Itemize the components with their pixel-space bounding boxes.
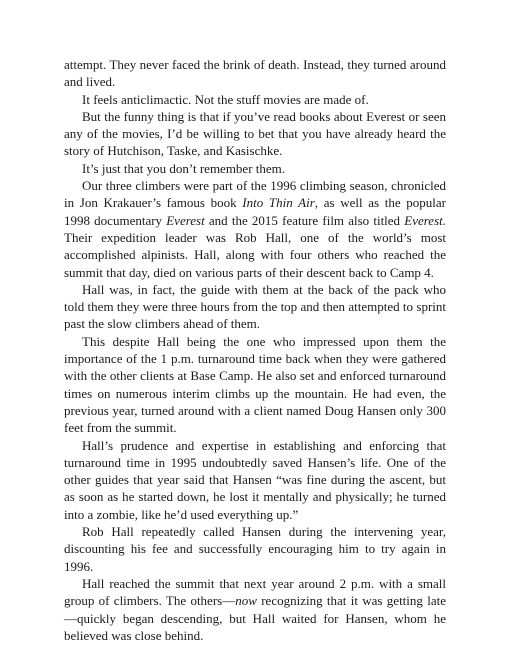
paragraph-segment: recognizing that it was getting late—quickly began descending, but Hall waited for Hansen, whom he believed was close behind.: [64, 593, 446, 643]
paragraph-3: [64, 108, 446, 160]
paragraph-7: [64, 333, 446, 437]
paragraph-segment: Their expedition leader was Rob Hall, one of the world’s most accomplished alpinists. Hall, along with four others who reached the summit that day, died on various parts of their descent back to Camp 4.: [64, 229, 446, 280]
paragraph-segment: Hall’s prudence and expertise in establishing and enforcing that turnaround time in 1995 undoubtedly saved Hansen’s life. One of the other guides that year said that Hansen “was fine during the ascent, but as soon as he started down, he lost it mentally and physically; he turned into a zombie, like he’d used everything up.”: [64, 437, 446, 522]
paragraph-segment: and the 2015 feature film also titled: [204, 212, 405, 228]
paragraph-9: [64, 523, 446, 575]
paragraph-6: [64, 281, 446, 333]
paragraph-1: [64, 56, 446, 91]
paragraph-segment: But the funny thing is that if you’ve read books about Everest or seen any of the movies, I’d be willing to bet that you have already heard the story of Hutchison, Taske, and Kasischke.: [64, 108, 446, 159]
paragraph-10: [64, 575, 446, 644]
film-title-everest-2015: Everest.: [404, 212, 446, 228]
paragraph-segment: It feels anticlimactic. Not the stuff movies are made of.: [82, 91, 369, 107]
film-title-everest-1998: Everest: [166, 212, 205, 228]
body-text: [64, 56, 446, 644]
paragraph-2: [64, 91, 446, 108]
paragraph-segment: It’s just that you don’t remember them.: [82, 160, 286, 176]
emphasis-now: now: [235, 593, 257, 609]
paragraph-8: [64, 437, 446, 523]
paragraph-segment: This despite Hall being the one who impressed upon them the importance of the 1 p.m. turnaround time back when they were gathered with the other clients at Base Camp. He also set and enforced turnaround times on numerous interim climbs up the mountain. He had even, the previous year, turned around with a client named Doug Hansen only 300 feet from the summit.: [64, 333, 446, 436]
paragraph-segment: Rob Hall repeatedly called Hansen during the intervening year, discounting his fee and successfully encouraging him to try again in 1996.: [64, 524, 446, 574]
paragraph-segment: Hall reached the summit that next year around 2 p.m. with a small group of climbers. The others—: [64, 575, 446, 609]
paragraph-4: [64, 160, 446, 177]
paragraph-segment: Our three climbers were part of the 1996 climbing season, chronicled in Jon Krakauer’s famous book: [64, 178, 446, 211]
book-title-into-thin-air: Into Thin Air: [242, 195, 315, 211]
paragraph-segment: attempt. They never faced the brink of death. Instead, they turned around and lived.: [64, 57, 446, 90]
paragraph-segment: Hall was, in fact, the guide with them at the back of the pack who told them they were three hours from the top and then attempted to sprint past the slow climbers ahead of them.: [64, 281, 446, 332]
paragraph-5: [64, 177, 446, 281]
paragraph-segment: , as well as the popular 1998 documentary: [64, 195, 446, 228]
